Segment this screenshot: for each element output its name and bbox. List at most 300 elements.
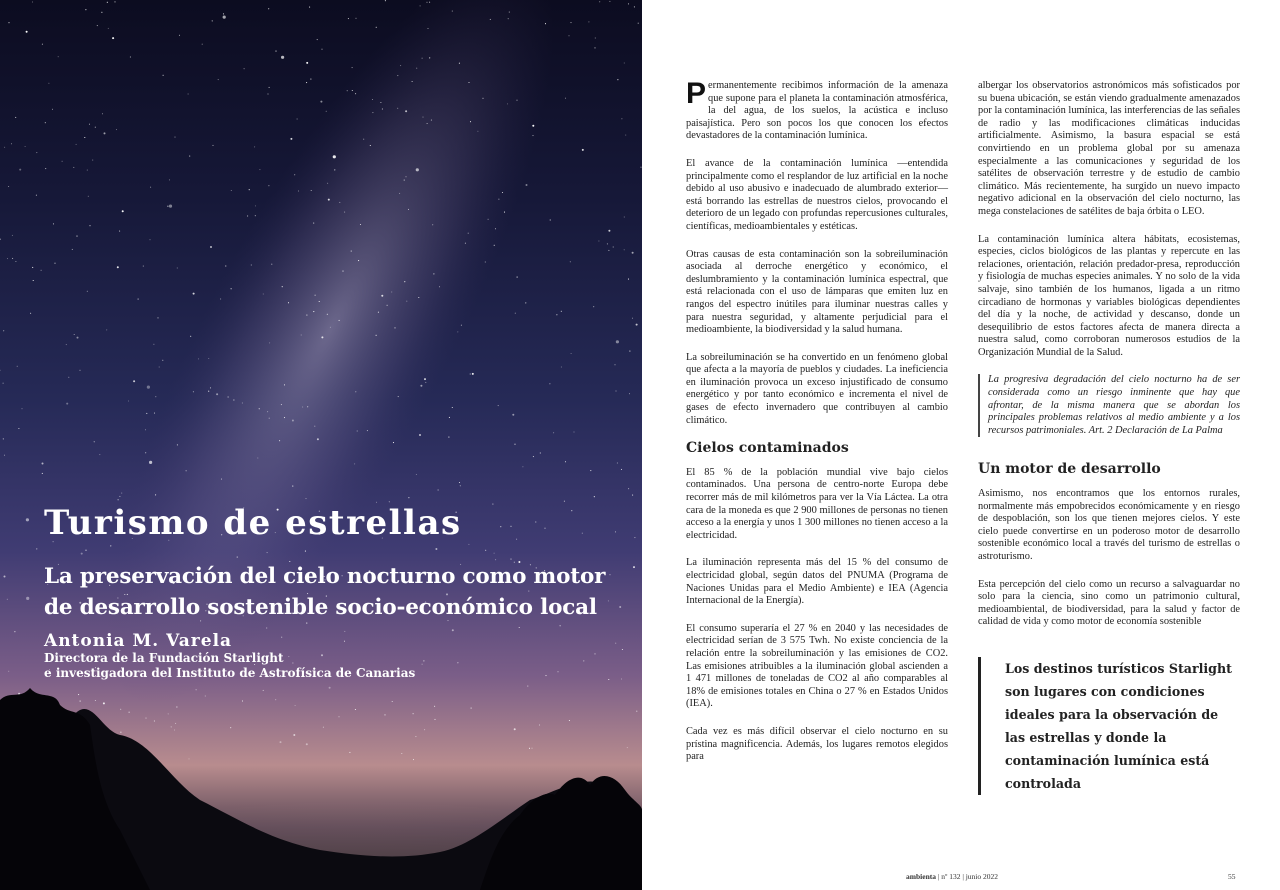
paragraph: La iluminación representa más del 15 % del consumo de electricidad global, según datos del PNUMA (Programa de Naciones Unidas para el Medio Ambiente) e IEA (Agencia Internacional de la Energía). (686, 557, 948, 607)
star (628, 3, 629, 4)
star (210, 387, 211, 388)
star (306, 82, 307, 83)
star (553, 432, 554, 433)
star (150, 187, 151, 188)
star (298, 190, 299, 191)
star (107, 2, 108, 3)
star (549, 383, 550, 384)
star (352, 90, 353, 91)
star (121, 493, 122, 494)
star (449, 417, 450, 418)
star (267, 411, 268, 412)
star (188, 93, 189, 94)
star (636, 324, 638, 326)
star (4, 455, 5, 456)
star (355, 93, 356, 94)
star (155, 396, 156, 397)
star (326, 111, 327, 112)
star (271, 264, 272, 265)
star (306, 62, 308, 64)
star (223, 16, 226, 19)
star (101, 12, 102, 13)
star (116, 129, 117, 130)
star (621, 118, 622, 119)
star (26, 518, 29, 521)
star (485, 261, 486, 262)
star (25, 146, 26, 147)
star (448, 437, 449, 438)
star (130, 56, 131, 57)
star (66, 344, 67, 345)
star (36, 152, 37, 153)
star (564, 501, 565, 502)
pull-quote: Los destinos turísticos Starlight son lugares con condiciones ideales para la observación de las estrellas y donde la contaminación lumínica está controlada (978, 657, 1240, 795)
star (385, 0, 386, 1)
star (352, 67, 353, 68)
star (329, 687, 331, 689)
star (295, 705, 296, 706)
star (167, 206, 168, 207)
star (72, 249, 73, 250)
star (175, 723, 176, 724)
star (634, 6, 635, 7)
star (429, 2, 430, 3)
star (179, 35, 180, 36)
star (468, 233, 469, 234)
star (522, 466, 523, 467)
intro-paragraph (686, 77, 948, 143)
star (494, 245, 495, 246)
star (62, 161, 63, 162)
star (419, 434, 421, 436)
star (95, 700, 96, 701)
star (504, 212, 505, 213)
star (32, 267, 33, 268)
star (41, 270, 42, 271)
star (208, 391, 209, 392)
star (397, 108, 398, 109)
star (293, 734, 295, 736)
star (405, 176, 406, 177)
star (608, 230, 610, 232)
star (609, 1, 610, 2)
star (147, 386, 150, 389)
star (48, 83, 49, 84)
star (372, 99, 373, 100)
star (321, 49, 322, 50)
star (202, 44, 203, 45)
star (599, 1, 600, 2)
star (149, 461, 152, 464)
star (382, 108, 383, 109)
paragraph: albergar los observatorios astronómicos más sofisticados por su buena ubicación, se están viendo gradualmente amenazados por la contaminación lumínica, las interferencias de las señales de radio y las modificaciones climáticas inducidas artificialmente. Asimismo, la basura espacial se está convirtiendo en un problema global por su amenaza especialmente a las comunicaciones y seguridad de los satélites de observación terrestre y de estudio de cambio climático. Más recientemente, ha surgido un nuevo impacto negativo adicional en la observación del cielo nocturno, las mega constelaciones de satélites de baja órbita o LEO. (978, 80, 1240, 217)
star (133, 380, 135, 382)
star (11, 143, 12, 144)
quote-source: Art. 2 Declaración de La Palma (1088, 424, 1223, 436)
star (78, 694, 79, 695)
star (294, 174, 295, 175)
star (349, 752, 350, 753)
star (284, 417, 285, 418)
star (255, 215, 256, 216)
star (398, 396, 399, 397)
star (174, 137, 175, 138)
star (309, 7, 310, 8)
star (169, 179, 170, 180)
star (154, 413, 155, 414)
star (636, 711, 637, 712)
star (590, 470, 591, 471)
star (17, 366, 18, 367)
star (516, 100, 517, 101)
star (392, 701, 393, 702)
star (269, 342, 270, 343)
star (292, 420, 294, 422)
star (221, 479, 222, 480)
star (94, 441, 95, 442)
star (76, 236, 77, 237)
star (282, 286, 283, 287)
star (129, 712, 130, 713)
star (233, 399, 234, 400)
star (186, 470, 187, 471)
star (310, 79, 311, 80)
star (117, 266, 119, 268)
star (174, 729, 175, 730)
star (470, 121, 471, 122)
star (80, 701, 81, 702)
star (420, 5, 421, 6)
star (461, 325, 462, 326)
star (249, 189, 250, 190)
star (103, 702, 105, 704)
star (317, 438, 319, 440)
star (415, 736, 416, 737)
star (231, 288, 232, 289)
star (254, 146, 255, 147)
star (427, 123, 428, 124)
star (85, 9, 86, 10)
star (459, 63, 460, 64)
star (429, 57, 430, 58)
star (153, 344, 154, 345)
star (74, 334, 75, 335)
star (355, 391, 356, 392)
star (438, 489, 439, 490)
star (52, 109, 53, 110)
star (370, 145, 371, 146)
star (54, 263, 55, 264)
star (259, 169, 260, 170)
star (268, 8, 269, 9)
star (15, 261, 16, 262)
star (30, 313, 31, 314)
star (95, 127, 96, 128)
cover-text-block (44, 503, 624, 681)
star (465, 243, 466, 244)
star (0, 239, 1, 240)
paragraph: La sobreiluminación se ha convertido en un fenómeno global que afecta a la mayoría de pueblos y ciudades. La ineficiencia en iluminación provoca un exceso injustificado de consumo energético y por tanto económico e incrementa el nivel de gases de efecto invernadero que contribuyen al cambio climático. (686, 351, 948, 426)
star (594, 496, 595, 497)
star (406, 301, 407, 302)
star (330, 327, 331, 328)
star (347, 90, 348, 91)
star (633, 566, 635, 568)
star (532, 135, 533, 136)
star (593, 306, 594, 307)
star (408, 497, 409, 498)
star (433, 273, 434, 274)
star (391, 291, 392, 292)
star (384, 714, 385, 715)
star (19, 169, 21, 171)
paragraph: Esta percepción del cielo como un recurso a salvaguardar no solo para la ciencia, sino como un patrimonio cultural, medioambiental, de biodiversidad, para la salud y factor de calidad de vida y como motor de economía sostenible (978, 578, 1240, 628)
star (3, 383, 4, 384)
star (482, 98, 483, 99)
star (634, 537, 635, 538)
star (269, 418, 270, 419)
star (307, 406, 308, 407)
star (367, 430, 368, 431)
star (425, 382, 426, 383)
star (624, 62, 625, 63)
star (112, 37, 114, 39)
star (42, 463, 44, 465)
star (380, 102, 381, 103)
star (327, 314, 328, 315)
star (439, 286, 440, 287)
star (302, 406, 303, 407)
star (490, 19, 491, 20)
star (242, 700, 243, 701)
star (416, 68, 417, 69)
star (119, 496, 120, 497)
star (212, 145, 213, 146)
star (427, 28, 428, 29)
article-subtitle: La preservación del cielo nocturno como motor de desarrollo sostenible socio-económico local (44, 564, 606, 620)
star (247, 215, 248, 216)
star (315, 295, 316, 296)
star (216, 393, 218, 395)
star (413, 713, 414, 714)
paragraph: El consumo superaría el 27 % en 2040 y las necesidades de electricidad serían de 3 575 Twh. No existe conciencia de la relación entre la sobreiluminación y las emisiones de CO2. Las emisiones atribuibles a la iluminación global ascienden a 1 471 millones de toneladas de CO2 al año comparables al 18% de emisiones totales en China o 27 % en Estados Unidos (IEA). (686, 622, 948, 710)
paragraph: El avance de la contaminación lumínica —entendida principalmente como el resplandor de luz artificial en la noche debido al uso abusivo e inadecuado de alumbrado exterior— está borrando las estrellas de nuestros cielos, provocando el deterioro de un legado con profundas repercusiones culturales, científicas, medioambientales y estéticas. (686, 157, 948, 232)
star (128, 400, 129, 401)
star (228, 396, 229, 397)
star (8, 22, 9, 23)
star (376, 335, 377, 336)
paragraph: La contaminación lumínica altera hábitats, ecosistemas, especies, ciclos biológicos de las plantas y repercute en las relaciones, orientación, relación predador-presa, reproducción y fisiología de muchas especies animales. Y no solo de la vida salvaje, sino también de los humanos, ligada a un ritmo circadiano de hormonas y variables biológicas dependientes del día y la noche, de actividad y descanso, donde un desequilibrio de estos factores afecta de manera directa a nuestra salud, como corroboran numerosos estudios de la Organización Mundial de la Salud. (978, 233, 1240, 358)
star (460, 485, 461, 486)
star (498, 199, 499, 200)
star (561, 311, 562, 312)
star (42, 44, 43, 45)
section-heading-motor: Un motor de desarrollo (978, 461, 1161, 478)
article-title: Turismo de estrellas (44, 503, 462, 543)
star (120, 732, 121, 733)
star (502, 192, 503, 193)
intro-text: ermanentemente recibimos información de la amenaza que supone para el planeta la contaminación atmosférica, la del agua, de los suelos, la acústica e incluso paisajística. Pero son pocos los que conocen los efectos devastadores de la contaminación lumínica. (686, 80, 948, 142)
star (21, 408, 22, 409)
star (32, 1, 33, 2)
paragraph: Asimismo, nos encontramos que los entornos rurales, normalmente más empobrecidos económicamente y en riesgo de despoblación, son los que tienen mejores cielos. Y este cielo puede convertirse en un poderoso motor de desarrollo sostenible económico local a través del turismo de estrellas o astroturismo. (978, 488, 1240, 562)
star (314, 426, 315, 427)
star (189, 156, 190, 157)
star (87, 170, 88, 171)
star (582, 149, 584, 151)
star (621, 469, 622, 470)
star (355, 18, 356, 19)
star (624, 249, 625, 250)
star (84, 137, 85, 138)
star (628, 488, 629, 489)
star (306, 743, 308, 745)
star (342, 271, 343, 272)
star (358, 260, 359, 261)
star (319, 301, 320, 302)
star (615, 390, 616, 391)
star (26, 597, 29, 600)
star (313, 223, 314, 224)
star (573, 431, 574, 432)
star (317, 39, 318, 40)
star (525, 302, 526, 303)
star (45, 122, 46, 123)
star (477, 131, 478, 132)
page-number: 55 (1228, 872, 1236, 881)
star (0, 370, 1, 371)
star (45, 168, 46, 169)
star (177, 267, 178, 268)
star (297, 118, 298, 119)
star (269, 87, 270, 88)
star (12, 235, 13, 236)
star (288, 302, 289, 303)
star (529, 748, 530, 749)
star (431, 120, 432, 121)
star (629, 351, 630, 352)
star (218, 79, 219, 80)
star (632, 318, 633, 319)
star (472, 373, 474, 375)
star (18, 428, 19, 429)
star (617, 462, 618, 463)
star (97, 25, 98, 26)
star (149, 239, 150, 240)
star (488, 219, 489, 220)
star (26, 31, 28, 33)
star (208, 358, 209, 359)
star (53, 223, 54, 224)
star (42, 473, 43, 474)
star (8, 186, 9, 187)
star (196, 689, 197, 690)
star (344, 212, 345, 213)
star (77, 337, 79, 339)
author-name: Antonia M. Varela (44, 631, 233, 651)
star (268, 185, 269, 186)
star (119, 231, 120, 232)
star (638, 23, 639, 24)
star (418, 297, 419, 298)
star (594, 47, 595, 48)
star (154, 720, 155, 721)
star (422, 117, 423, 118)
star (4, 147, 5, 148)
star (351, 251, 352, 252)
star (198, 358, 199, 359)
star (292, 486, 293, 487)
star (118, 499, 119, 500)
star (400, 65, 401, 66)
star (512, 414, 514, 416)
star (614, 364, 615, 365)
star (257, 457, 258, 458)
star (263, 690, 264, 691)
star (108, 28, 109, 29)
star (338, 716, 339, 717)
star (613, 246, 614, 247)
star (279, 440, 280, 441)
star (33, 280, 34, 281)
star (468, 82, 469, 83)
star (627, 747, 628, 748)
star (36, 548, 37, 549)
star (120, 709, 121, 710)
star (323, 727, 324, 728)
star (629, 393, 630, 394)
star (339, 202, 340, 203)
drop-cap: P (686, 77, 707, 110)
star (171, 726, 172, 727)
star (640, 167, 641, 168)
star (328, 199, 330, 201)
star (404, 281, 405, 282)
star (570, 22, 571, 23)
star (36, 195, 37, 196)
star (397, 75, 398, 76)
star (333, 155, 336, 158)
star (210, 246, 212, 248)
star (452, 11, 453, 12)
star (193, 293, 195, 295)
star (571, 353, 572, 354)
star (89, 124, 90, 125)
star (8, 671, 9, 672)
star (401, 753, 402, 754)
star (223, 13, 224, 14)
star (162, 360, 163, 361)
star (498, 405, 499, 406)
star (306, 315, 307, 316)
star (598, 240, 599, 241)
star (155, 494, 156, 495)
star (508, 18, 509, 19)
star (284, 384, 285, 385)
star (416, 474, 417, 475)
star (399, 193, 400, 194)
star (205, 695, 206, 696)
star (145, 452, 146, 453)
star (532, 125, 534, 127)
star (376, 27, 377, 28)
star (58, 56, 59, 57)
star (334, 169, 335, 170)
star (188, 758, 189, 759)
star (281, 56, 284, 59)
star (357, 430, 358, 431)
star (363, 139, 364, 140)
